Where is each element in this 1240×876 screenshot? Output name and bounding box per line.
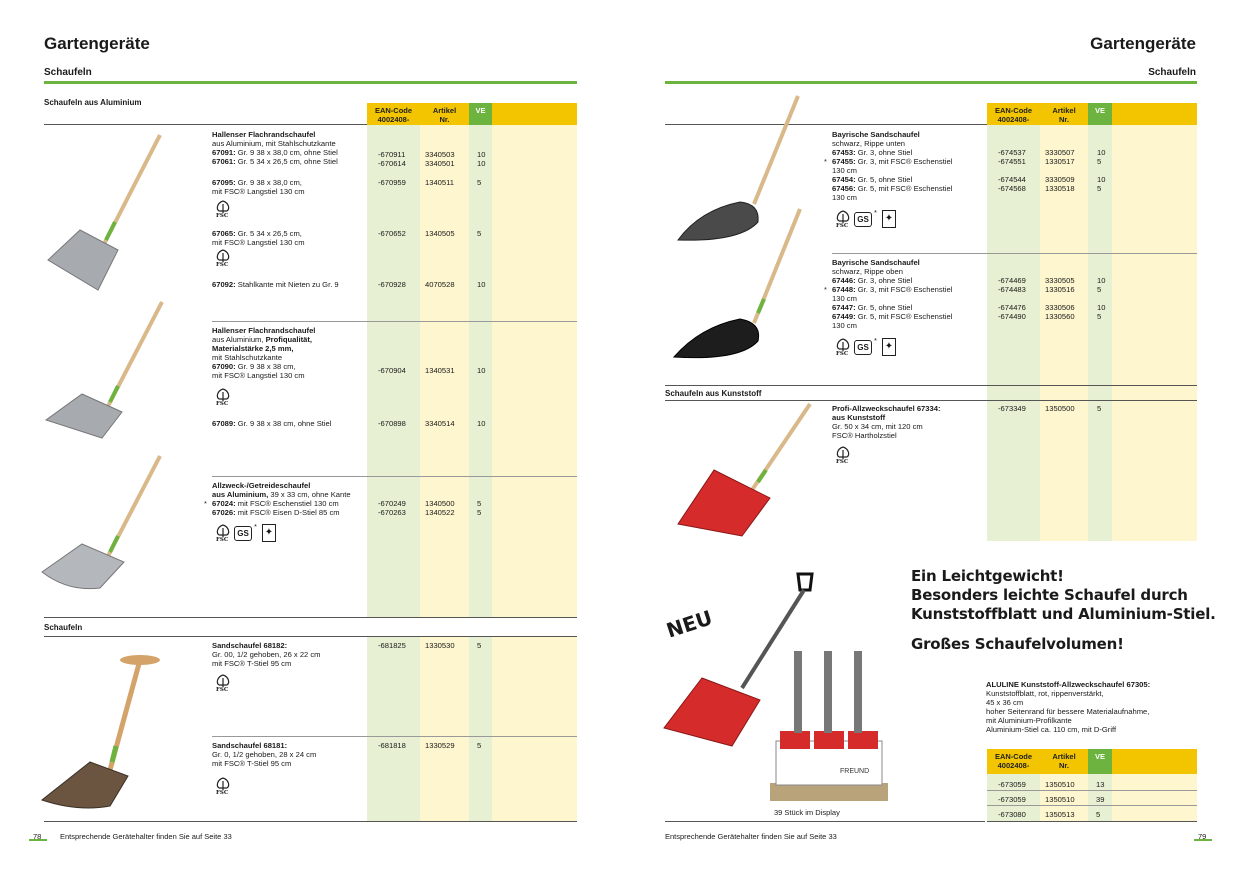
product-text-line: schwarz, Rippe oben <box>832 267 903 276</box>
promo-headline-2: Besonders leichte Schaufel durch <box>911 586 1188 604</box>
product-text-line: aus Kunststoff <box>832 413 886 422</box>
article-number: 1330516 <box>1045 285 1075 294</box>
promo-headline-3: Kunststoffblatt und Aluminium-Stiel. <box>911 605 1216 623</box>
display-stand-image <box>770 645 890 810</box>
fsc-logo-icon <box>214 388 232 408</box>
packing-unit: 5 <box>477 229 482 238</box>
product-text-line: 67026: mit FSC® Eisen D-Stiel 85 cm <box>212 508 340 517</box>
article-number: 1350500 <box>1045 404 1075 413</box>
article-number: 1350510 <box>1045 795 1075 804</box>
plastic-shovel-image <box>670 398 820 543</box>
section-heading: Schaufeln <box>44 623 83 632</box>
gs-certification-icon: GS <box>854 340 872 355</box>
section-rule <box>44 617 577 618</box>
ve-column <box>469 637 492 821</box>
product-text-line: 67449: Gr. 5, mit FSC® Eschenstiel <box>832 312 953 321</box>
packing-unit: 10 <box>477 150 486 159</box>
fsc-label: FSC <box>216 262 229 268</box>
page-title: Gartengeräte <box>44 34 150 53</box>
promo-headline-1: Ein Leichtgewicht! <box>911 567 1064 585</box>
page-subtitle: Schaufeln <box>44 67 92 78</box>
blank-column <box>492 103 577 617</box>
asterisk-mark: * <box>254 522 257 531</box>
fsc-label: FSC <box>836 223 849 229</box>
blank-header <box>1112 749 1197 774</box>
fsc-label: FSC <box>216 537 229 543</box>
product-text-line: Gr. 0, 1/2 gehoben, 28 x 24 cm <box>212 750 317 759</box>
aluline-desc: mit Aluminium-Profilkante <box>986 716 1072 725</box>
aluline-desc: Kunststoffblatt, rot, rippenverstärkt, <box>986 689 1104 698</box>
packing-unit: 5 <box>477 641 482 650</box>
page-number: 79 <box>1198 832 1207 841</box>
ean-code: -674483 <box>998 285 1026 294</box>
product-text-line: 67092: Stahlkante mit Nieten zu Gr. 9 <box>212 280 339 289</box>
product-text-line: mit FSC® T-Stiel 95 cm <box>212 659 292 668</box>
ean-code: -670898 <box>378 419 406 428</box>
promo-headline-4: Großes Schaufelvolumen! <box>911 635 1124 653</box>
gs-certification-icon: GS <box>854 212 872 227</box>
article-number: 3340514 <box>425 419 455 428</box>
article-number: 1330518 <box>1045 184 1075 193</box>
aluminium-shovel-image <box>40 298 180 448</box>
asterisk-mark: * <box>824 285 827 294</box>
article-number: 1350513 <box>1045 810 1075 819</box>
ean-code: -670249 <box>378 499 406 508</box>
packing-unit: 10 <box>1097 148 1106 157</box>
product-text-line: schwarz, Rippe unten <box>832 139 906 148</box>
article-number: 1340511 <box>425 178 454 187</box>
divider <box>212 736 577 737</box>
ean-code: -674537 <box>998 148 1026 157</box>
ean-code: -673059 <box>998 795 1026 804</box>
footer-note: Entsprechende Gerätehalter finden Sie auf Seite 33 <box>665 832 837 841</box>
packing-unit: 5 <box>477 741 482 750</box>
article-number: 1330530 <box>425 641 455 650</box>
footer-note: Entsprechende Gerätehalter finden Sie auf Seite 33 <box>60 832 232 841</box>
asterisk-mark: * <box>824 157 827 166</box>
artikel-header: Artikel Nr. <box>1040 749 1088 774</box>
article-number: 3330505 <box>1045 276 1075 285</box>
packing-unit: 10 <box>477 159 486 168</box>
product-text-line: aus Aluminium, 39 x 33 cm, ohne Kante <box>212 490 351 499</box>
article-number: 1330529 <box>425 741 455 750</box>
packing-unit: 5 <box>1096 810 1101 819</box>
artikel-header: Artikel Nr. <box>1040 103 1088 125</box>
product-text-line: 67456: Gr. 5, mit FSC® Eschenstiel <box>832 184 953 193</box>
aluline-desc: 45 x 36 cm <box>986 698 1024 707</box>
fsc-logo-icon <box>834 210 852 230</box>
packing-unit: 39 <box>1096 795 1105 804</box>
product-text-line: FSC® Hartholzstiel <box>832 431 897 440</box>
ean-code: -673059 <box>998 780 1026 789</box>
packing-unit: 13 <box>1096 780 1105 789</box>
product-text-line: mit FSC® Langstiel 130 cm <box>212 371 305 380</box>
packing-unit: 5 <box>1097 285 1102 294</box>
packing-unit: 5 <box>477 178 482 187</box>
right-page <box>620 0 1240 876</box>
ve-header: VE <box>469 103 492 125</box>
divider <box>987 805 1197 806</box>
blank-column <box>492 637 577 821</box>
section-rule <box>665 385 1197 386</box>
ean-code: -670263 <box>378 508 406 517</box>
product-text-line: 67454: Gr. 5, ohne Stiel <box>832 175 913 184</box>
ve-header: VE <box>1088 103 1112 125</box>
fsc-logo-icon <box>214 674 232 694</box>
product-text-line: mit FSC® T-Stiel 95 cm <box>212 759 292 768</box>
product-text-line: 67448: Gr. 3, mit FSC® Eschenstiel <box>832 285 953 294</box>
fsc-logo-icon <box>834 338 852 358</box>
fsc-label: FSC <box>836 351 849 357</box>
product-text-line: Bayrische Sandschaufel <box>832 258 920 267</box>
product-text-line: 67024: mit FSC® Eschenstiel 130 cm <box>212 499 339 508</box>
fsc-label: FSC <box>216 213 229 219</box>
divider <box>832 253 1197 254</box>
product-text-line: aus Aluminium, Profiqualität, <box>212 335 313 344</box>
bottom-rule <box>665 821 985 822</box>
fsc-logo-icon <box>834 446 852 466</box>
ean-column <box>367 637 420 821</box>
ean-code: -674551 <box>998 157 1026 166</box>
product-text-line: mit FSC® Langstiel 130 cm <box>212 187 305 196</box>
ean-code: -673349 <box>998 404 1026 413</box>
artikel-column <box>1040 103 1088 541</box>
aluminium-shovel-image <box>40 130 180 290</box>
product-text-line: 130 cm <box>832 294 857 303</box>
packing-unit: 10 <box>1097 276 1106 285</box>
packing-unit: 5 <box>1097 157 1102 166</box>
ve-header: VE <box>1088 749 1112 774</box>
product-text-line: 67065: Gr. 5 34 x 26,5 cm, <box>212 229 302 238</box>
product-text-line: Hallenser Flachrandschaufel <box>212 130 316 139</box>
article-number: 1330560 <box>1045 312 1075 321</box>
article-number: 3340501 <box>425 159 455 168</box>
product-text-line: 67453: Gr. 3, ohne Stiel <box>832 148 913 157</box>
asterisk-mark: * <box>874 208 877 217</box>
product-text-line: 67091: Gr. 9 38 x 38,0 cm, ohne Stiel <box>212 148 338 157</box>
ean-code: -670652 <box>378 229 406 238</box>
ergonomic-icon: ✦ <box>882 338 896 356</box>
section-heading: Schaufeln aus Aluminium <box>44 98 142 107</box>
ean-header: EAN-Code 4002408- <box>987 103 1040 125</box>
divider <box>212 476 577 477</box>
fsc-logo-icon <box>214 200 232 220</box>
ean-code: -681825 <box>378 641 406 650</box>
product-text-line: 67089: Gr. 9 38 x 38 cm, ohne Stiel <box>212 419 332 428</box>
product-text-line: Gr. 00, 1/2 gehoben, 26 x 22 cm <box>212 650 321 659</box>
packing-unit: 10 <box>1097 175 1106 184</box>
packing-unit: 5 <box>477 508 482 517</box>
ean-code: -670911 <box>378 150 406 159</box>
ean-code: -670614 <box>378 159 406 168</box>
section-rule <box>44 636 577 637</box>
product-text-line: 67447: Gr. 5, ohne Stiel <box>832 303 913 312</box>
product-text-line: 130 cm <box>832 166 857 175</box>
ean-column <box>987 103 1040 541</box>
artikel-column <box>420 637 469 821</box>
packing-unit: 10 <box>477 366 486 375</box>
product-text-line: 67095: Gr. 9 38 x 38,0 cm, <box>212 178 302 187</box>
ergonomic-icon: ✦ <box>262 524 276 542</box>
ean-code: -674490 <box>998 312 1026 321</box>
ean-header: EAN-Code 4002408- <box>367 103 420 125</box>
ean-code: -670904 <box>378 366 406 375</box>
packing-unit: 5 <box>1097 184 1102 193</box>
ean-code: -674469 <box>998 276 1026 285</box>
article-number: 3330509 <box>1045 175 1075 184</box>
ean-code: -673080 <box>998 810 1026 819</box>
ean-code: -681818 <box>378 741 406 750</box>
product-text-line: Profi-Allzweckschaufel 67334: <box>832 404 941 413</box>
sand-shovel-image <box>40 650 180 815</box>
display-brand-label: FREUND <box>840 768 870 775</box>
product-text-line: mit FSC® Langstiel 130 cm <box>212 238 305 247</box>
green-rule <box>44 81 577 84</box>
article-number: 1340505 <box>425 229 455 238</box>
blank-column <box>1112 103 1197 541</box>
product-text-line: Materialstärke 2,5 mm, <box>212 344 294 353</box>
green-rule <box>665 81 1197 84</box>
article-number: 4070528 <box>425 280 455 289</box>
page-subtitle: Schaufeln <box>1148 67 1196 78</box>
article-number: 1340522 <box>425 508 455 517</box>
bottom-rule <box>987 821 1197 822</box>
page-title: Gartengeräte <box>1090 34 1196 53</box>
ean-header: EAN-Code 4002408- <box>987 749 1040 774</box>
product-text-line: 130 cm <box>832 193 857 202</box>
new-badge: NEU <box>663 605 716 643</box>
blank-header <box>492 103 577 125</box>
article-number: 1330517 <box>1045 157 1075 166</box>
product-text-line: Bayrische Sandschaufel <box>832 130 920 139</box>
page-number: 78 <box>33 832 42 841</box>
product-text-line: Sandschaufel 68181: <box>212 741 288 750</box>
ean-code: -674544 <box>998 175 1026 184</box>
section-heading: Schaufeln aus Kunststoff <box>665 389 762 398</box>
asterisk-mark: * <box>204 499 207 508</box>
display-caption: 39 Stück im Display <box>774 808 840 817</box>
aluline-desc: Aluminium-Stiel ca. 110 cm, mit D-Griff <box>986 725 1117 734</box>
gs-certification-icon: GS <box>234 526 252 541</box>
product-text-line: Hallenser Flachrandschaufel <box>212 326 316 335</box>
article-number: 3340503 <box>425 150 455 159</box>
bottom-rule <box>44 821 577 822</box>
product-text-line: 67455: Gr. 3, mit FSC® Eschenstiel <box>832 157 953 166</box>
ergonomic-icon: ✦ <box>882 210 896 228</box>
product-text-line: Allzweck-/Getreideschaufel <box>212 481 311 490</box>
blank-header <box>1112 103 1197 125</box>
product-text-line: Gr. 50 x 34 cm, mit 120 cm <box>832 422 923 431</box>
ean-code: -674476 <box>998 303 1026 312</box>
packing-unit: 10 <box>477 280 486 289</box>
fsc-label: FSC <box>216 401 229 407</box>
ean-code: -670928 <box>378 280 406 289</box>
product-text-line: mit Stahlschutzkante <box>212 353 283 362</box>
packing-unit: 10 <box>1097 303 1106 312</box>
fsc-logo-icon <box>214 249 232 269</box>
ean-code: -674568 <box>998 184 1026 193</box>
article-number: 3330507 <box>1045 148 1075 157</box>
bavarian-shovel-image <box>670 205 810 365</box>
aluline-title: ALULINE Kunststoff-Allzweckschaufel 67305: <box>986 680 1151 689</box>
artikel-header: Artikel Nr. <box>420 103 469 125</box>
product-text-line: 67061: Gr. 5 34 x 26,5 cm, ohne Stiel <box>212 157 338 166</box>
packing-unit: 5 <box>1097 404 1102 413</box>
product-text-line: aus Aluminium, mit Stahlschutzkante <box>212 139 336 148</box>
fsc-label: FSC <box>216 687 229 693</box>
product-text-line: 130 cm <box>832 321 857 330</box>
article-number: 1340531 <box>425 366 455 375</box>
aluline-desc: hoher Seitenrand für bessere Materialaufnahme, <box>986 707 1150 716</box>
asterisk-mark: * <box>874 336 877 345</box>
product-text-line: Sandschaufel 68182: <box>212 641 288 650</box>
ve-column <box>1088 103 1112 541</box>
product-text-line: 67090: Gr. 9 38 x 38 cm, <box>212 362 296 371</box>
ean-code: -670959 <box>378 178 406 187</box>
product-text-line: 67446: Gr. 3, ohne Stiel <box>832 276 913 285</box>
divider <box>212 321 577 322</box>
article-number: 1340500 <box>425 499 455 508</box>
packing-unit: 10 <box>477 419 486 428</box>
packing-unit: 5 <box>477 499 482 508</box>
packing-unit: 5 <box>1097 312 1102 321</box>
article-number: 1350510 <box>1045 780 1075 789</box>
grain-shovel-image <box>38 452 178 602</box>
fsc-logo-icon <box>214 524 232 544</box>
fsc-label: FSC <box>216 790 229 796</box>
fsc-logo-icon <box>214 777 232 797</box>
fsc-label: FSC <box>836 459 849 465</box>
article-number: 3330506 <box>1045 303 1075 312</box>
divider <box>987 790 1197 791</box>
